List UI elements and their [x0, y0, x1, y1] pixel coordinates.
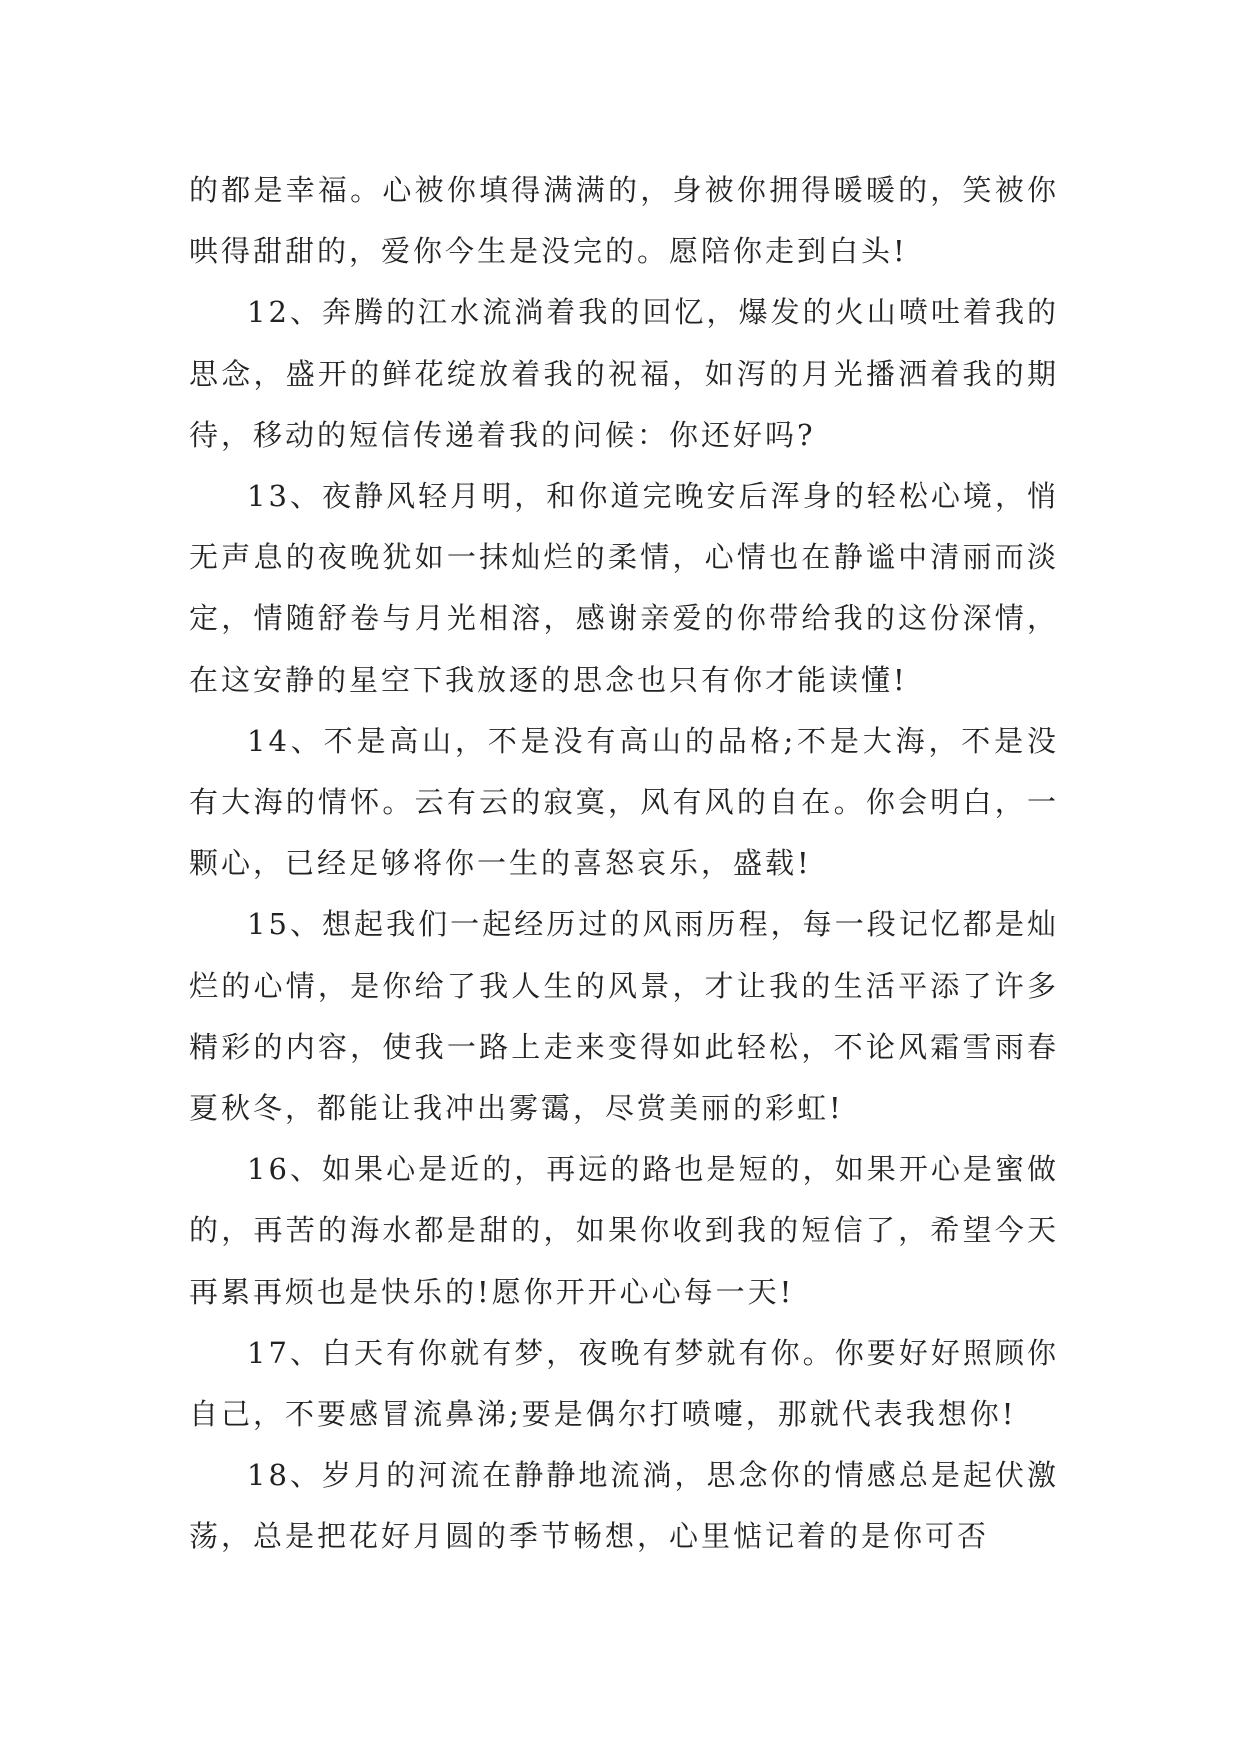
- paragraph-13: 13、夜静风轻月明，和你道完晚安后浑身的轻松心境，悄无声息的夜晚犹如一抹灿烂的柔情，心情也在静谧中清丽而淡定，情随舒卷与月光相溶，感谢亲爱的你带给我的这份深情，在这安静的星空下我放逐的思念也只有你才能读懂!: [189, 479, 1059, 697]
- paragraph-16: 16、如果心是近的，再远的路也是短的，如果开心是蜜做的，再苦的海水都是甜的，如果你收到我的短信了，希望今天再累再烦也是快乐的!愿你开开心心每一天!: [189, 1152, 1059, 1309]
- paragraph-continuation: 的都是幸福。心被你填得满满的，身被你拥得暖暖的，笑被你哄得甜甜的，爱你今生是没完的。愿陪你走到白头!: [189, 173, 1059, 269]
- document-body: [189, 160, 1059, 1568]
- paragraph-15: 15、想起我们一起经历过的风雨历程，每一段记忆都是灿烂的心情，是你给了我人生的风景，才让我的生活平添了许多精彩的内容，使我一路上走来变得如此轻松，不论风霜雪雨春夏秋冬，都能让我冲出雾霭，尽赏美丽的彩虹!: [189, 907, 1059, 1126]
- paragraph-17: 17、白天有你就有梦，夜晚有梦就有你。你要好好照顾你自己，不要感冒流鼻涕;要是偶尔打喷嚏，那就代表我想你!: [189, 1335, 1059, 1432]
- paragraph-12: 12、奔腾的江水流淌着我的回忆，爆发的火山喷吐着我的思念，盛开的鲜花绽放着我的祝福，如泻的月光播洒着我的期待，移动的短信传递着我的问候：你还好吗?: [189, 295, 1059, 452]
- paragraph-18: 18、岁月的河流在静静地流淌，思念你的情感总是起伏激荡，总是把花好月圆的季节畅想，心里惦记着的是你可否: [189, 1458, 1059, 1554]
- paragraph-14: 14、不是高山，不是没有高山的品格;不是大海，不是没有大海的情怀。云有云的寂寞，风有风的自在。你会明白，一颗心，已经足够将你一生的喜怒哀乐，盛载!: [189, 723, 1059, 881]
